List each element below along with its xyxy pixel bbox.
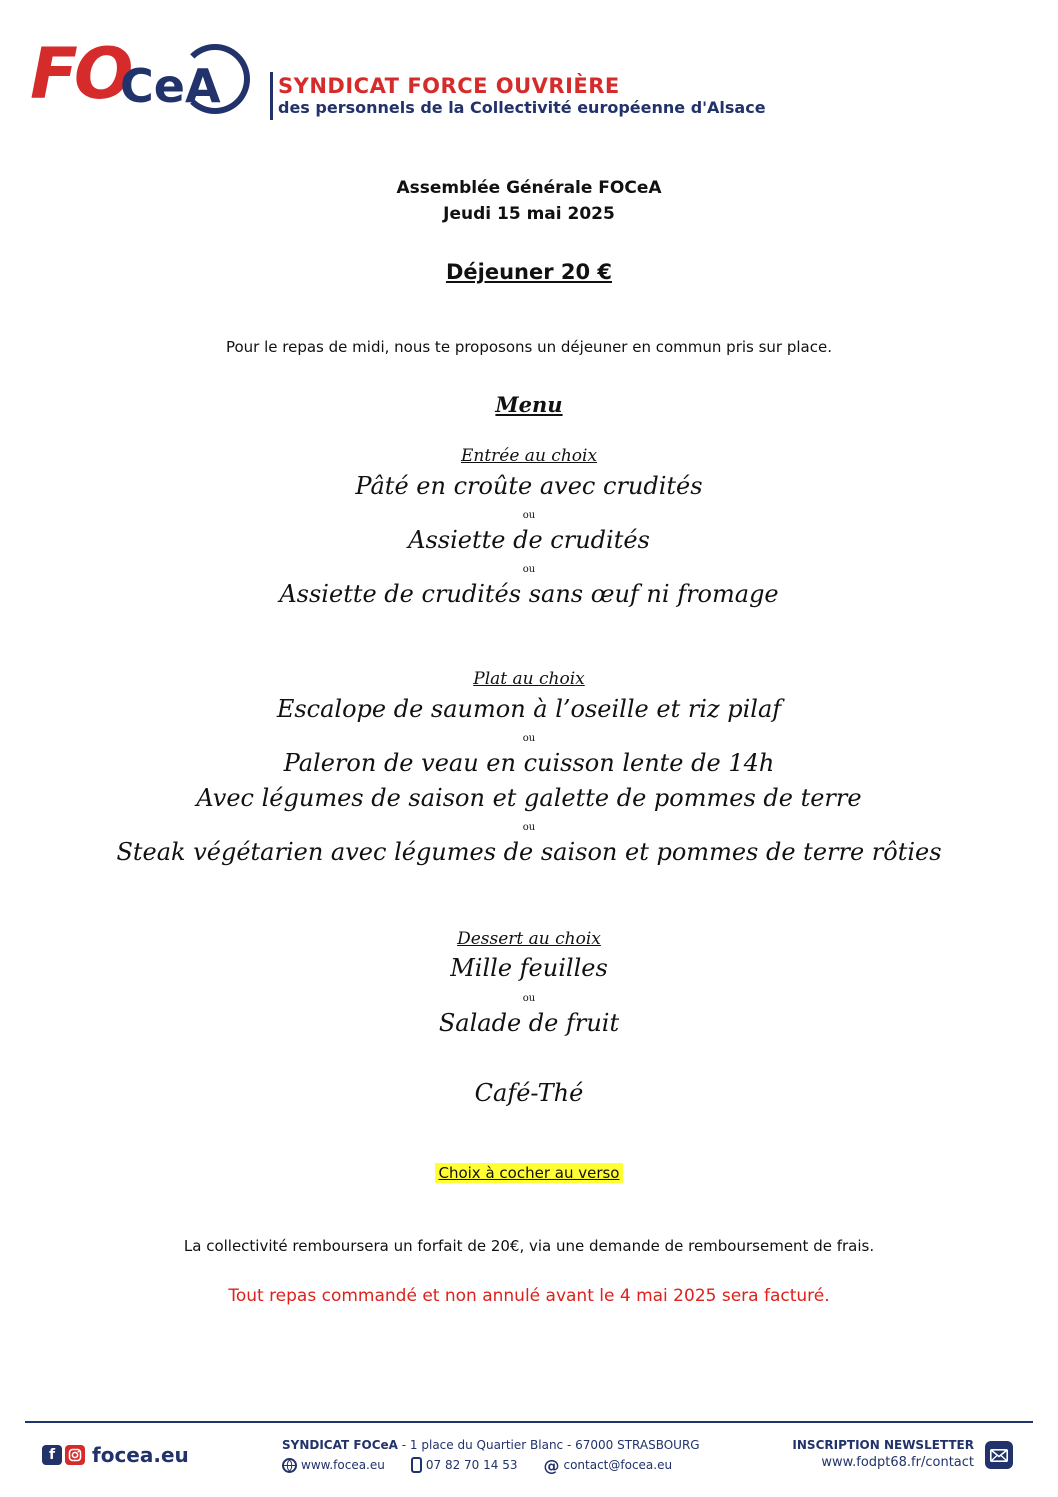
phone-number[interactable]: 07 82 70 14 53 [425, 1458, 518, 1472]
footer-social [42, 1440, 189, 1470]
or-separator: ou [522, 733, 536, 744]
logo-fo-text: FO [30, 33, 130, 115]
lunch-price: Déjeuner 20 € [445, 260, 613, 284]
dessert-label: Dessert au choix [457, 929, 601, 949]
dessert-item: Salade de fruit [438, 1009, 620, 1037]
event-date: Jeudi 15 mai 2025 [443, 204, 615, 224]
menu-title: Menu [495, 392, 563, 417]
or-separator: ou [522, 510, 536, 521]
entree-item: Assiette de crudités [408, 526, 650, 554]
plat-label: Plat au choix [473, 669, 585, 689]
logo-cea-text: CeA [120, 59, 221, 113]
website-contact[interactable] [282, 1458, 385, 1473]
plat-item-detail: Avec légumes de saison et galette de pommes de terre [196, 784, 862, 812]
footer-contact [282, 1438, 752, 1473]
letterhead [30, 30, 790, 130]
entree-item: Assiette de crudités sans œuf ni fromage [279, 580, 779, 608]
email-contact[interactable] [543, 1455, 673, 1475]
mail-icon[interactable] [985, 1441, 1013, 1469]
email-link[interactable]: contact@focea.eu [563, 1458, 673, 1472]
plat-item: Escalope de saumon à l’oseille et riz pilaf [276, 695, 782, 723]
phone-contact[interactable] [411, 1457, 518, 1473]
union-subtitle: des personnels de la Collectivité européenne d'Alsace [278, 98, 766, 117]
choice-note: Choix à cocher au verso [0, 1164, 1058, 1182]
newsletter-link[interactable]: www.fodpt68.fr/contact [821, 1455, 974, 1470]
newsletter-label: INSCRIPTION NEWSLETTER [792, 1438, 974, 1452]
entree-item: Pâté en croûte avec crudités [355, 472, 703, 500]
intro-text: Pour le repas de midi, nous te proposons un déjeuner en commun pris sur place. [225, 338, 832, 356]
or-separator: ou [522, 822, 536, 833]
or-separator: ou [522, 564, 536, 575]
instagram-icon[interactable] [65, 1445, 85, 1465]
footer-newsletter [784, 1438, 974, 1470]
or-separator: ou [522, 993, 536, 1004]
focea-logo [30, 30, 260, 120]
logo-ring-icon [180, 44, 250, 114]
cancellation-warning: Tout repas commandé et non annulé avant le 4 mai 2025 sera facturé. [228, 1286, 830, 1306]
footer-address: SYNDICAT FOCeA - 1 place du Quartier Blanc - 67000 STRASBOURG [282, 1438, 700, 1452]
drinks: Café-Thé [474, 1079, 584, 1107]
social-site-link[interactable]: focea.eu [92, 1443, 189, 1467]
dessert-item: Mille feuilles [450, 954, 608, 982]
facebook-icon[interactable]: f [42, 1445, 62, 1465]
footer-divider [25, 1421, 1033, 1423]
entree-label: Entrée au choix [460, 446, 598, 466]
phone-icon [411, 1457, 422, 1473]
website-link[interactable]: www.focea.eu [301, 1458, 385, 1472]
union-title: SYNDICAT FORCE OUVRIÈRE [278, 74, 620, 98]
event-title: Assemblée Générale FOCeA [396, 178, 662, 198]
globe-icon [282, 1458, 297, 1473]
plat-item: Steak végétarien avec légumes de saison et pommes de terre rôties [116, 838, 942, 866]
header-divider [270, 72, 273, 120]
plat-item: Paleron de veau en cuisson lente de 14h [283, 749, 775, 777]
refund-note: La collectivité remboursera un forfait de 20€, via une demande de remboursement de frais. [183, 1237, 875, 1255]
at-icon: @ [543, 1455, 560, 1475]
